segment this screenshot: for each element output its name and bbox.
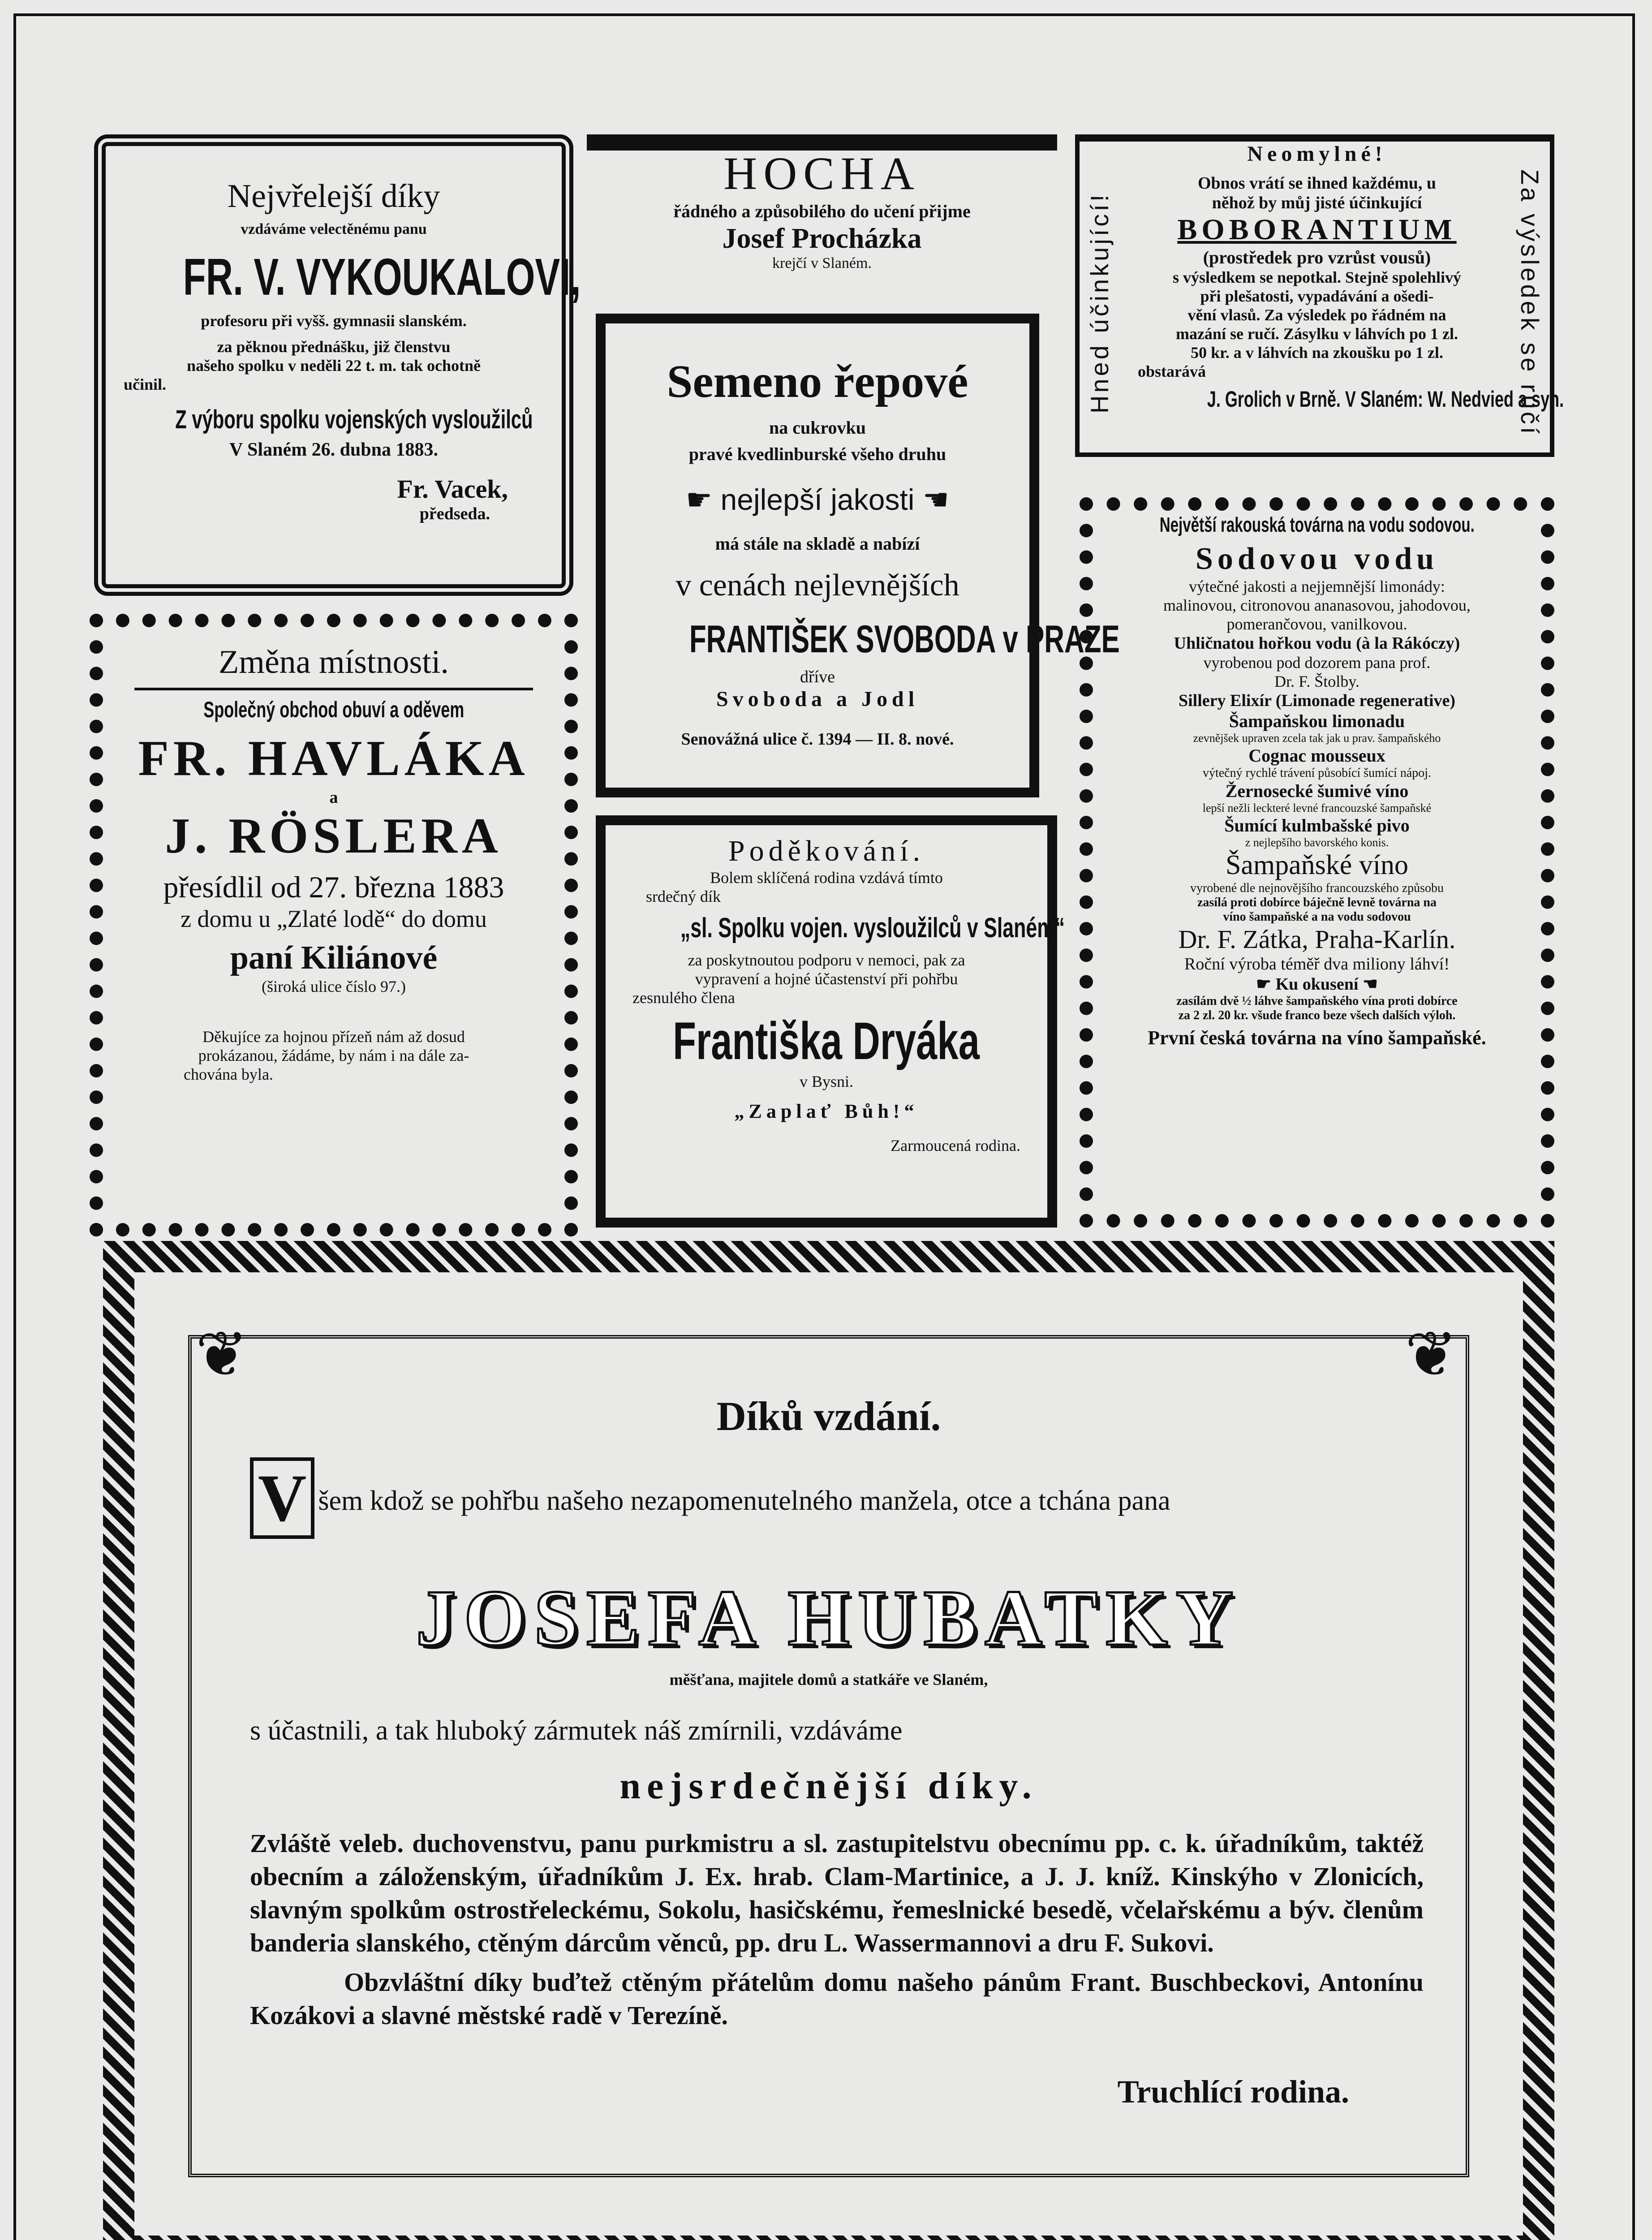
merchant-name: FR. HAVLÁKA <box>138 731 529 786</box>
advertiser-name: Dr. F. Zátka, Praha-Karlín. <box>1178 925 1456 954</box>
quality-line: ☛ nejlepší jakosti ☚ <box>686 483 949 516</box>
ad-text: Z výboru spolku vojenských vysloužilců <box>175 405 533 434</box>
ad-title: Neomylné! <box>1247 142 1387 166</box>
ad-text: chována byla. <box>184 1065 273 1083</box>
corner-fleuron-icon: ❦ <box>1405 1320 1458 1390</box>
ad-text: vyrobené dle nejnovějšího francouzského způsobu <box>1190 881 1444 895</box>
pointing-hand-icon: ☛ <box>686 483 721 516</box>
ad-text: víno šampaňské a na vodu sodovou <box>1223 910 1411 924</box>
pointing-hand-icon: ☚ <box>914 483 949 516</box>
ad-boborantium <box>1075 134 1564 457</box>
product-name: BOBORANTIUM <box>1177 213 1457 246</box>
ad-zmena-mistnosti <box>90 614 578 1236</box>
thanks-paragraph: Obzvláštní díky buďtež ctěným přátelům domu našeho pánům Frant. Buschbeckovi, Antonínu Kozákovi a slavné městské radě v Terezíně. <box>250 1968 1424 2030</box>
ad-title: Díků vzdání. <box>716 1393 941 1439</box>
ad-text: „Zaplať Bůh!“ <box>734 1100 919 1122</box>
ad-text: z domu u „Zlaté lodě“ do domu <box>181 905 487 932</box>
ad-text: pravé kvedlinburské všeho druhu <box>688 444 946 464</box>
ad-text: zesnulého člena <box>632 989 735 1007</box>
ad-text: Šumící kulmbašské pivo <box>1224 815 1410 836</box>
ad-diku-vzdani <box>188 1335 1469 2177</box>
ad-text: přesídlil od 27. března 1883 <box>163 870 504 904</box>
ad-text: Uhličnatou hořkou vodu (à la Rákóczy) <box>1174 634 1460 653</box>
ad-text: šem kdož se pohřbu našeho nezapomenutelného manžela, otce a tchána pana <box>318 1486 1170 1516</box>
ad-text: mazání se ručí. Zásylku v láhvích po 1 zl. <box>1175 325 1458 343</box>
deceased-name: JOSEFA HUBATKY <box>416 1573 1242 1662</box>
ad-text: při plešatosti, vypadávání a ošedi- <box>1200 287 1434 305</box>
ad-text: vyrobenou pod dozorem pana prof. <box>1203 654 1431 672</box>
ad-text: Svoboda a Jodl <box>716 687 919 711</box>
signature-role: předseda. <box>419 504 490 523</box>
thanks-paragraph: Zvláště veleb. duchovenstvu, panu purkmistru a sl. zastupitelstvu obecnímu pp. c. k. úřadníkům, taktéž obecním a záloženským, úřadníkům J. Ex. hrab. Clam-Martinice, a J. J. kníž. Kinskýho v Zlonicích, slavným spolkům ostrostřeleckému, Sokolu, hasičskému, řemeslnické besedě, včelařskému a býv. členům banderia slanského, ctěným dárcům věnců, pp. dru L. Wassermannovi a dru F. Sukovi. <box>250 1829 1424 1957</box>
ad-text: našeho spolku v neděli 22 t. m. tak ochotně <box>186 357 481 375</box>
ad-text: výtečné jakosti a nejjemnější limonády: <box>1189 577 1445 595</box>
ad-text: krejčí v Slaném. <box>772 255 872 271</box>
ad-text: ☛ Ku okusení ☚ <box>1256 975 1378 994</box>
ad-heading: Nejvřelejší díky <box>227 178 440 215</box>
ad-text: z nejlepšího bavorského konis. <box>1245 836 1389 849</box>
ad-text: Největší rakouská továrna na vodu sodovou. <box>1159 513 1475 536</box>
drop-cap: V <box>250 1457 314 1539</box>
ad-title: HOCHA <box>723 148 921 199</box>
ad-title: Změna místnosti. <box>219 644 449 681</box>
advertiser-name: FRANTIŠEK SVOBODA v PRAZE <box>689 618 1120 661</box>
honoree-name: FR. V. VYKOUKALOVI, <box>183 248 581 306</box>
ad-text: za pěknou přednášku, již členstvu <box>217 338 451 356</box>
ad-text: Bolem sklíčená rodina vzdává tímto <box>710 869 943 887</box>
pointing-hand-icon: ☚ <box>1358 975 1378 994</box>
ad-address: Senovážná ulice č. 1394 — II. 8. nové. <box>681 730 954 749</box>
ad-text: na cukrovku <box>769 418 866 438</box>
ad-sodovka <box>1080 497 1554 1228</box>
ad-podekovani <box>596 815 1065 1228</box>
ad-title: Semeno řepové <box>667 356 968 407</box>
ad-text: a <box>329 788 338 807</box>
intro-line <box>250 1460 1433 1537</box>
ad-text: Obnos vrátí se ihned každému, u <box>1197 174 1437 193</box>
ad-text: (prostředek pro vzrůst vousů) <box>1203 247 1431 267</box>
signature: Zarmoucená rodina. <box>891 1137 1020 1154</box>
pointing-hand-icon: ☛ <box>1256 975 1276 994</box>
ad-thanks-vykoukal <box>94 134 581 596</box>
ad-title: Poděkování. <box>728 835 925 867</box>
ad-text: Děkujíce za hojnou přízeň nám až dosud <box>202 1028 465 1046</box>
ad-text: měšťana, majitele domů a statkáře ve Slaném, <box>669 1671 988 1689</box>
ad-text: Šampaňskou limonadu <box>1229 711 1405 731</box>
ad-text: J. Grolich v Brně. V Slaném: W. Nedvied a syn. <box>1207 387 1564 412</box>
ad-text: Žernosecké šumivé víno <box>1225 781 1409 801</box>
signature: Fr. Vacek, <box>397 474 508 504</box>
ad-text: paní Kiliánové <box>230 939 438 976</box>
ad-text: učinil. <box>124 375 167 393</box>
ad-text: Šampaňské víno <box>1225 850 1409 880</box>
ad-text: (široká ulice číslo 97.) <box>262 978 406 995</box>
ad-text: malinovou, citronovou ananasovou, jahodovou, <box>1163 596 1471 614</box>
ad-text: Cognac mousseux <box>1248 745 1385 766</box>
ad-date: V Slaném 26. dubna 1883. <box>229 439 439 460</box>
ad-text: v cenách nejlevnějších <box>675 568 959 603</box>
ad-text: Společný obchod obuví a oděvem <box>203 697 465 722</box>
ad-text: zevnějšek upraven zcela tak jak u prav. šampaňského <box>1193 732 1441 745</box>
ad-text: profesoru při vyšš. gymnasii slanském. <box>201 312 467 330</box>
ad-text: 50 kr. a v láhvích na zkoušku po 1 zl. <box>1191 344 1443 362</box>
ad-text: dříve <box>800 668 835 686</box>
deceased-name: Františka Dryáka <box>673 1012 980 1071</box>
ad-text: výtečný rychlé trávení působící šumící nápoj. <box>1202 766 1432 780</box>
side-slogan-left: Hned účinkující! <box>1085 192 1114 414</box>
ad-text: má stále na skladě a nabízí <box>715 534 920 554</box>
ad-text: za 2 zl. 20 kr. všude franco beze všech dalších výloh. <box>1178 1008 1456 1022</box>
ad-text: s výsledkem se nepotkal. Stejně spolehlivý <box>1172 268 1462 286</box>
ad-text: v Bysni. <box>799 1073 854 1090</box>
ad-semeno-repove <box>596 314 1120 797</box>
ad-text: řádného a způsobilého do učení přijme <box>673 201 971 221</box>
ad-text: Roční výroba téměř dva miliony láhví! <box>1184 955 1450 974</box>
ad-text: vění vlasů. Za výsledek po řádném na <box>1187 306 1446 324</box>
ad-text: pomerančovou, vanilkovou. <box>1226 615 1407 633</box>
corner-fleuron-icon: ❦ <box>195 1320 248 1390</box>
ad-text: srdečný dík <box>646 887 721 905</box>
ad-text: za poskytnoutou podporu v nemoci, pak za <box>688 951 965 969</box>
ad-text: zasílá proti dobírce báječně levně továrna na <box>1197 896 1437 909</box>
ad-text: vzdáváme velectěnému panu <box>241 221 427 237</box>
side-slogan-right: Za výsledek se ručí <box>1516 169 1544 437</box>
ad-text: něhož by můj jisté účinkující <box>1212 194 1422 212</box>
ad-text: s účastnili, a tak hluboký zármutek náš zmírnili, vzdáváme <box>250 1715 903 1746</box>
ad-text: Dr. F. Štolby. <box>1274 672 1359 690</box>
signature: Truchlící rodina. <box>1117 2074 1349 2110</box>
ad-text: vypravení a hojné účastenství při pohřbu <box>695 970 958 988</box>
ad-hocha <box>587 134 1057 282</box>
ad-text: „sl. Spolku vojen. vysloužilců v Slaném“ <box>680 913 1065 943</box>
ad-text: Sillery Elixír (Limonade regenerative) <box>1178 691 1456 710</box>
ad-text: zasílám dvě ½ láhve šampaňského vína proti dobírce <box>1176 994 1458 1008</box>
merchant-name: J. RÖSLERA <box>165 808 503 864</box>
ad-text: prokázanou, žádáme, by nám i na dále za- <box>198 1047 469 1064</box>
ad-footer: První česká továrna na víno šampaňské. <box>1148 1027 1486 1049</box>
ad-text: lepší nežli leckteré levné francouzské šampaňské <box>1202 801 1432 814</box>
divider <box>134 688 533 690</box>
thanks-heading: nejsrdečnější díky. <box>620 1765 1038 1807</box>
ad-text: obstarává <box>1138 362 1206 380</box>
ad-title: Sodovou vodu <box>1195 542 1439 576</box>
advertiser-name: Josef Procházka <box>722 222 922 254</box>
